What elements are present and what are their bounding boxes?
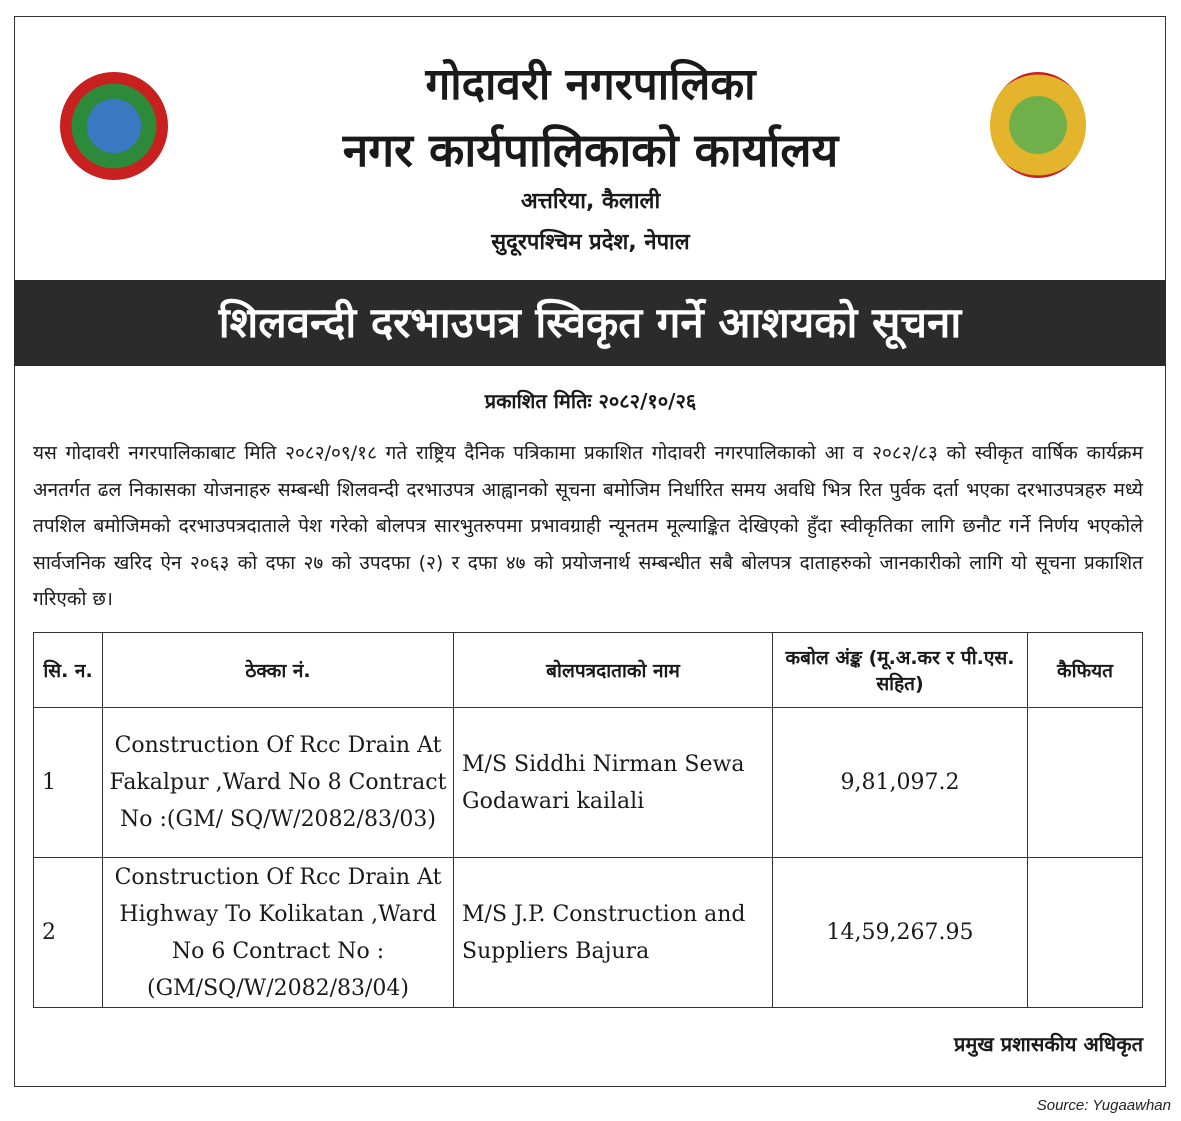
table-row xyxy=(34,858,1143,1008)
table-row xyxy=(34,708,1143,858)
source-credit: Source: Yugaawhan xyxy=(1036,1097,1171,1114)
cell-amount: 14,59,267.95 xyxy=(773,858,1028,1008)
cell-bidder: M/S Siddhi Nirman Sewa Godawari kailali xyxy=(454,708,773,858)
col-remarks: कैफियत xyxy=(1028,633,1143,708)
office-name: नगर कार्यपालिकाको कार्यालय xyxy=(342,123,839,177)
cell-contract: Construction Of Rcc Drain At Fakalpur ,Ward No 8 Contract No :(GM/ SQ/W/2082/83/03) xyxy=(103,708,454,858)
published-date: प्रकाशित मितिः २०८२/१०/२६ xyxy=(484,389,697,413)
notice-body: यस गोदावरी नगरपालिकाबाट मिति २०८२/०९/१८ गते राष्ट्रिय दैनिक पत्रिकामा प्रकाशित गोदावरी नगरपालिकाको आ व २०८२/८३ को स्वीकृत वार्षिक कार्यक्रम अनतर्गत ढल निकासका योजनाहरु सम्बन्धी शिलवन्दी दरभाउपत्र आह्वानको सूचना बमोजिम निर्धारित समय अवधि भित्र रित पुर्वक दर्ता भएका दरभाउपत्रहरु मध्ये तपशिल बमोजिमको दरभाउपत्रदाताले पेश गरेको बोलपत्र सारभुतरुपमा प्रभावग्राही न्यूनतम मूल्याङ्कित देखिएको हुँदा स्वीकृतिका लागि छनौट गर्ने निर्णय भएकोले सार्वजनिक खरिद ऐन २०६३ को दफा २७ को उपदफा (२) र दफा ४७ को प्रयोजनार्थ सम्बन्धीत सबै बोलपत्र दाताहरुको जानकारीको लागि यो सूचना प्रकाशित गरिएको छ। xyxy=(33,442,1143,610)
cell-amount: 9,81,097.2 xyxy=(773,708,1028,858)
notice-title: शिलवन्दी दरभाउपत्र स्विकृत गर्ने आशयको सूचना xyxy=(14,280,1166,366)
cell-remarks xyxy=(1028,858,1143,1008)
cell-bidder: M/S J.P. Construction and Suppliers Bajura xyxy=(454,858,773,1008)
col-amount: कबोल अंङ्क (मू.अ.कर र पी.एस. सहित) xyxy=(773,633,1028,708)
municipality-name: गोदावरी नगरपालिका xyxy=(425,59,756,110)
cell-remarks xyxy=(1028,708,1143,858)
bid-table xyxy=(33,632,1143,1008)
cell-sn: 2 xyxy=(34,858,103,1008)
location: अत्तरिया, कैलाली xyxy=(520,189,661,214)
signature-title: प्रमुख प्रशासकीय अधिकृत xyxy=(954,1032,1143,1056)
col-bidder: बोलपत्रदाताको नाम xyxy=(454,633,773,708)
province: सुदूरपश्चिम प्रदेश, नेपाल xyxy=(491,230,690,255)
col-sn: सि. न. xyxy=(34,633,103,708)
col-contract: ठेक्का नं. xyxy=(103,633,454,708)
table-header xyxy=(34,633,1143,708)
cell-sn: 1 xyxy=(34,708,103,858)
cell-contract: Construction Of Rcc Drain At Highway To Kolikatan ,Ward No 6 Contract No : (GM/SQ/W/2082/83/04) xyxy=(103,858,454,1008)
